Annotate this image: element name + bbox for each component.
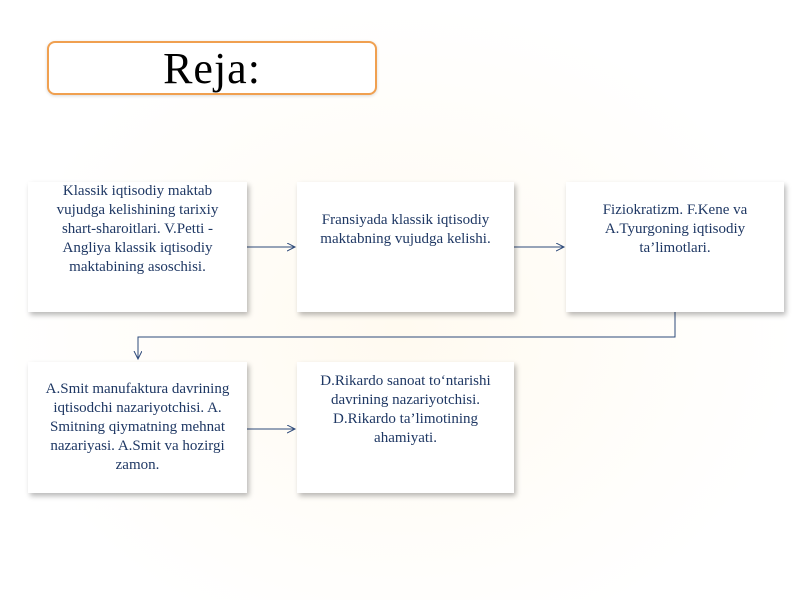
page-title: Reja: (163, 43, 261, 93)
step-text-4: A.Smit manufaktura davrining iqtisodchi nazariyotchisi. A. Smitning qiymatning mehnat nazariyasi. A.Smit va hozirgi zamon. (45, 381, 230, 473)
step-card-3 (566, 182, 784, 312)
step-text-3: Fiziokratizm. F.Kene va A.Tyurgoning iqtisodiy ta’limotlari. (602, 202, 748, 256)
arrow-3-to-4 (138, 312, 675, 359)
step-text-2: Fransiyada klassik iqtisodiy maktabning vujudga kelishi. (320, 211, 491, 247)
step-card-2 (297, 182, 514, 312)
step-card-1 (28, 182, 247, 312)
step-card-5 (297, 362, 514, 493)
step-text-5: D.Rikardo sanoat to‘ntarishi davrining nazariyotchisi. D.Rikardo ta’limotining ahamiyati. (320, 373, 491, 446)
step-text-1: Klassik iqtisodiy maktab vujudga kelishining tarixiy shart-sharoitlari. V.Petti - Angliya klassik iqtisodiy maktabining asoschisi. (56, 183, 219, 275)
step-card-4 (28, 362, 247, 493)
